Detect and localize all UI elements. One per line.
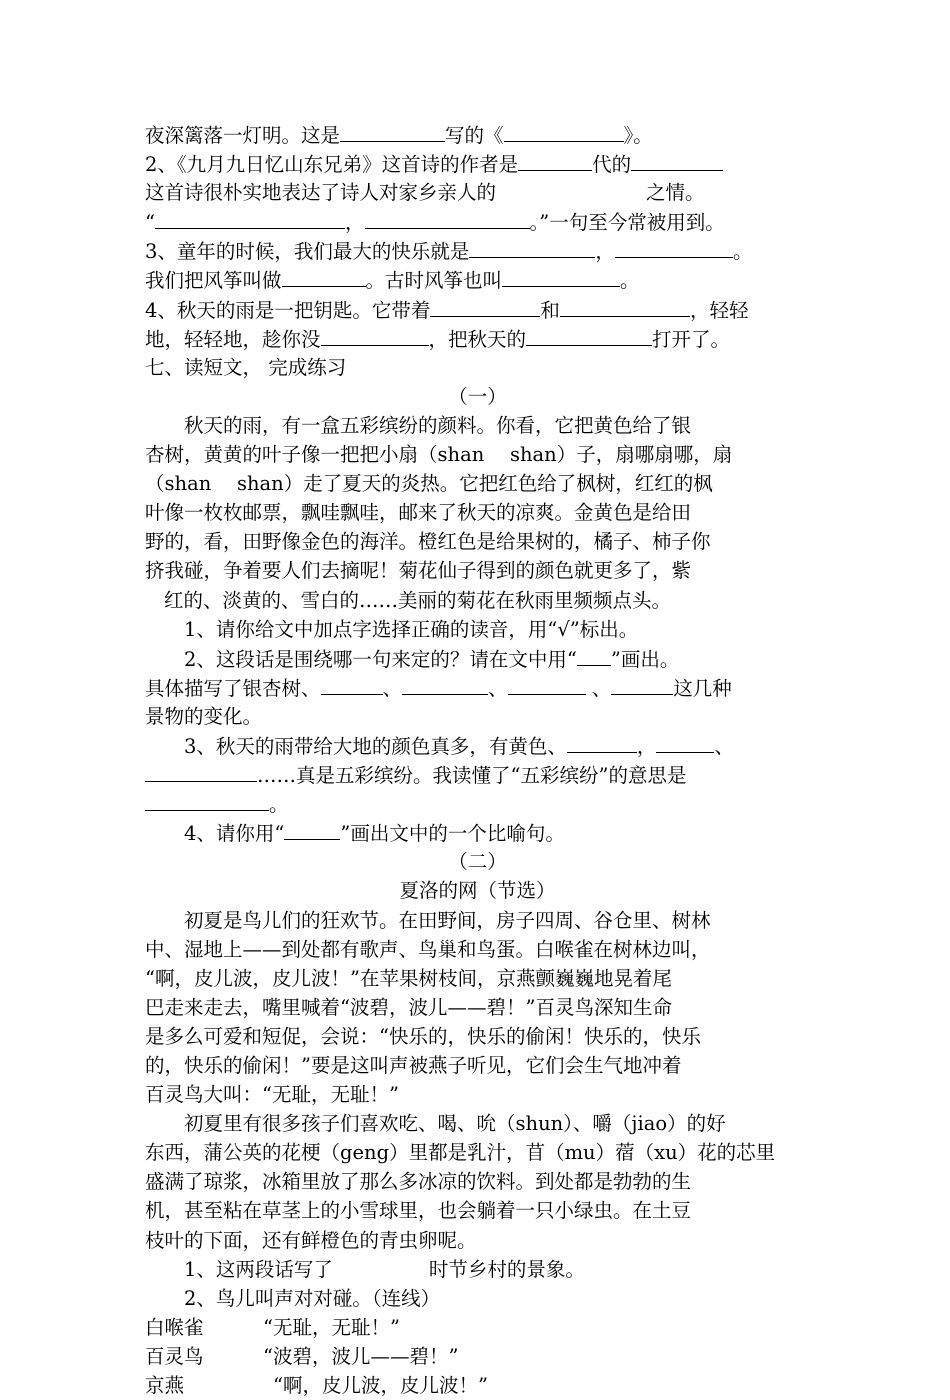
question-2-line-2 bbox=[145, 673, 810, 702]
answer-blank[interactable] bbox=[282, 265, 366, 287]
text: 4、秋天的雨是一把钥匙。它带着 bbox=[145, 298, 431, 322]
text: “ bbox=[145, 211, 155, 235]
passage-line: 初夏里有很多孩子们喜欢吃、喝、吮（shun）、嚼（jiao）的好 bbox=[184, 1112, 726, 1136]
passage-line: 是多么可爱和短促，会说：“快乐的，快乐的偷闲！快乐的，快乐 bbox=[145, 1024, 701, 1048]
text: 1、这两段话写了 bbox=[184, 1257, 333, 1281]
question-2-line-3: 景物的变化。 bbox=[145, 704, 263, 728]
passage-line: 巴走来走去，嘴里喊着“波碧，波儿——碧！”百灵鸟深知生命 bbox=[145, 995, 672, 1019]
answer-blank[interactable] bbox=[615, 236, 733, 258]
answer-blank[interactable] bbox=[611, 673, 673, 695]
passage-line: 东西，蒲公英的花梗（geng）里都是乳汁，苜（mu）蓿（xu）花的芯里 bbox=[145, 1141, 776, 1165]
answer-blank[interactable] bbox=[365, 207, 530, 229]
passage-line: 机，甚至粘在草茎上的小雪球里，也会躺着一只小绿虫。在土豆 bbox=[145, 1199, 692, 1223]
text: 。 bbox=[620, 269, 640, 293]
text: 、 bbox=[382, 676, 403, 700]
document-page bbox=[145, 120, 810, 1400]
answer-blank[interactable] bbox=[577, 644, 611, 666]
text: 3、秋天的雨带给大地的颜色真多，有黄色、 bbox=[184, 734, 567, 758]
passage-line: 盛满了琼浆，冰箱里放了那么多冰凉的饮料。到处都是勃勃的生 bbox=[145, 1170, 692, 1194]
text: ， bbox=[636, 734, 657, 758]
text: 、 bbox=[585, 676, 612, 700]
text: 我们把风筝叫做 bbox=[145, 269, 282, 293]
passage-line: 野的，看，田野像金色的海洋。橙红色是给果树的，橘子、柿子你 bbox=[145, 530, 711, 554]
text: 2、这段话是围绕哪一句来定的？请在文中用“ bbox=[184, 647, 577, 671]
passage-1-heading: （一） bbox=[448, 384, 507, 408]
answer-blank[interactable] bbox=[145, 789, 269, 811]
bird-call[interactable]: “无耻，无耻！” bbox=[263, 1315, 400, 1339]
passage-line: 中、湿地上——到处都有歌声、鸟巢和鸟蛋。白喉雀在树林边叫， bbox=[145, 937, 711, 961]
fill-line-7 bbox=[145, 295, 810, 324]
text: 。 bbox=[732, 240, 753, 264]
answer-blank[interactable] bbox=[430, 295, 540, 317]
answer-blank[interactable] bbox=[656, 731, 714, 753]
text: 代的 bbox=[592, 153, 632, 177]
fill-line-1 bbox=[145, 120, 810, 149]
answer-blank[interactable] bbox=[631, 149, 723, 171]
answer-blank[interactable] bbox=[567, 731, 637, 753]
bird-name[interactable]: 京燕 bbox=[145, 1374, 185, 1398]
text: ”画出。 bbox=[610, 647, 680, 671]
passage-line: 的，快乐的偷闲！”要是这叫声被燕子听见，它们会生气地冲着 bbox=[145, 1054, 682, 1077]
match-row bbox=[145, 1342, 810, 1371]
passage-line: 初夏是鸟儿们的狂欢节。在田野间，房子四周、谷仓里、树林 bbox=[184, 908, 711, 932]
text: ”画出文中的一个比喻句。 bbox=[340, 822, 565, 846]
passage-2-question-2: 2、鸟儿叫声对对碰。（连线） bbox=[184, 1286, 441, 1310]
text: ， bbox=[595, 240, 615, 264]
text: 2、《九月九日忆山东兄弟》这首诗的作者是 bbox=[145, 153, 519, 177]
question-3-line-2 bbox=[145, 760, 810, 789]
text: ，轻轻 bbox=[689, 298, 749, 322]
passage-line: 百灵鸟大叫：“无耻，无耻！” bbox=[145, 1083, 399, 1107]
answer-blank[interactable] bbox=[402, 673, 488, 695]
answer-blank[interactable] bbox=[502, 265, 620, 287]
text: 写的《 bbox=[445, 124, 504, 147]
question-3-line-3 bbox=[145, 789, 810, 818]
bird-call[interactable]: “啊，皮儿波，皮儿波！” bbox=[273, 1374, 488, 1398]
fill-line-8 bbox=[145, 324, 810, 353]
text: 之情。 bbox=[646, 181, 705, 205]
question-3 bbox=[145, 731, 810, 760]
text: 具体描写了银杏树、 bbox=[145, 676, 321, 700]
answer-blank[interactable] bbox=[340, 120, 445, 142]
text: ，把秋天的 bbox=[428, 327, 527, 351]
text: 和 bbox=[540, 298, 560, 322]
passage-line: 杏树，黄黄的叶子像一把把小扇（shan shan）子，扇哪扇哪，扇 bbox=[145, 443, 733, 467]
question-2 bbox=[145, 644, 810, 673]
fill-line-5 bbox=[145, 236, 810, 265]
passage-line: 挤我碰，争着要人们去摘呢！菊花仙子得到的颜色就更多了，紫 bbox=[145, 559, 692, 583]
fill-line-2 bbox=[145, 149, 810, 178]
text: ， bbox=[344, 211, 365, 235]
text: 3、童年的时候，我们最大的快乐就是 bbox=[145, 240, 470, 264]
text: 》。 bbox=[623, 124, 653, 147]
answer-blank[interactable] bbox=[504, 120, 624, 142]
text: 这几种 bbox=[673, 676, 732, 700]
question-4 bbox=[145, 818, 810, 847]
text: 4、请你用“ bbox=[184, 822, 285, 846]
passage-line: 红的、淡黄的、雪白的……美丽的菊花在秋雨里频频点头。 bbox=[164, 588, 672, 612]
answer-blank[interactable] bbox=[284, 818, 340, 840]
text: 、 bbox=[714, 734, 734, 758]
passage-2-heading: （二） bbox=[448, 850, 507, 874]
answer-blank[interactable] bbox=[321, 673, 383, 695]
text: 打开了。 bbox=[652, 327, 731, 351]
section-title: 七、读短文， 完成练习 bbox=[145, 355, 347, 379]
question-1: 1、请你给文中加点字选择正确的读音，用“√”标出。 bbox=[184, 617, 639, 641]
text: 夜深篱落一灯明。这是 bbox=[145, 124, 341, 147]
text: ……真是五彩缤纷。我读懂了“五彩缤纷”的意思是 bbox=[257, 764, 687, 788]
text: 。古时风筝也叫 bbox=[365, 269, 503, 293]
answer-blank[interactable] bbox=[526, 324, 652, 346]
passage-line: 叶像一枚枚邮票，飘哇飘哇，邮来了秋天的凉爽。金黄色是给田 bbox=[145, 501, 692, 525]
passage-line: （shan shan）走了夏天的炎热。它把红色给了枫树，红红的枫 bbox=[145, 472, 713, 496]
answer-blank[interactable] bbox=[145, 760, 257, 782]
passage-line: 秋天的雨，有一盒五彩缤纷的颜料。你看，它把黄色给了银 bbox=[184, 413, 692, 437]
bird-name[interactable]: 白喉雀 bbox=[145, 1315, 204, 1339]
bird-call[interactable]: “波碧，波儿——碧！” bbox=[263, 1344, 459, 1368]
bird-name[interactable]: 百灵鸟 bbox=[145, 1344, 204, 1368]
answer-blank[interactable] bbox=[321, 324, 429, 346]
text: 。”一句至今常被用到。 bbox=[529, 211, 725, 235]
text: 、 bbox=[488, 676, 508, 700]
fill-line-4 bbox=[145, 207, 810, 236]
passage-line: 枝叶的下面，还有鲜橙色的青虫卵呢。 bbox=[145, 1228, 477, 1252]
answer-blank[interactable] bbox=[469, 236, 595, 258]
passage-line: “啊，皮儿波，皮儿波！”在苹果树枝间，京燕颤巍巍地晃着尾 bbox=[145, 966, 672, 990]
text: 地，轻轻地，趁你没 bbox=[145, 327, 321, 351]
answer-blank[interactable] bbox=[508, 673, 586, 695]
text: 时节乡村的景象。 bbox=[428, 1257, 585, 1281]
passage-2-question-1 bbox=[145, 1255, 810, 1284]
match-row bbox=[145, 1313, 810, 1342]
passage-2-title: 夏洛的网（节选） bbox=[399, 879, 556, 903]
answer-blank[interactable] bbox=[518, 149, 592, 171]
fill-line-3 bbox=[145, 178, 810, 207]
fill-line-6 bbox=[145, 265, 810, 294]
match-row bbox=[145, 1371, 810, 1400]
text: 。 bbox=[269, 793, 289, 817]
answer-blank[interactable] bbox=[560, 295, 690, 317]
answer-blank[interactable] bbox=[155, 207, 345, 229]
text: 这首诗很朴实地表达了诗人对家乡亲人的 bbox=[145, 181, 497, 205]
